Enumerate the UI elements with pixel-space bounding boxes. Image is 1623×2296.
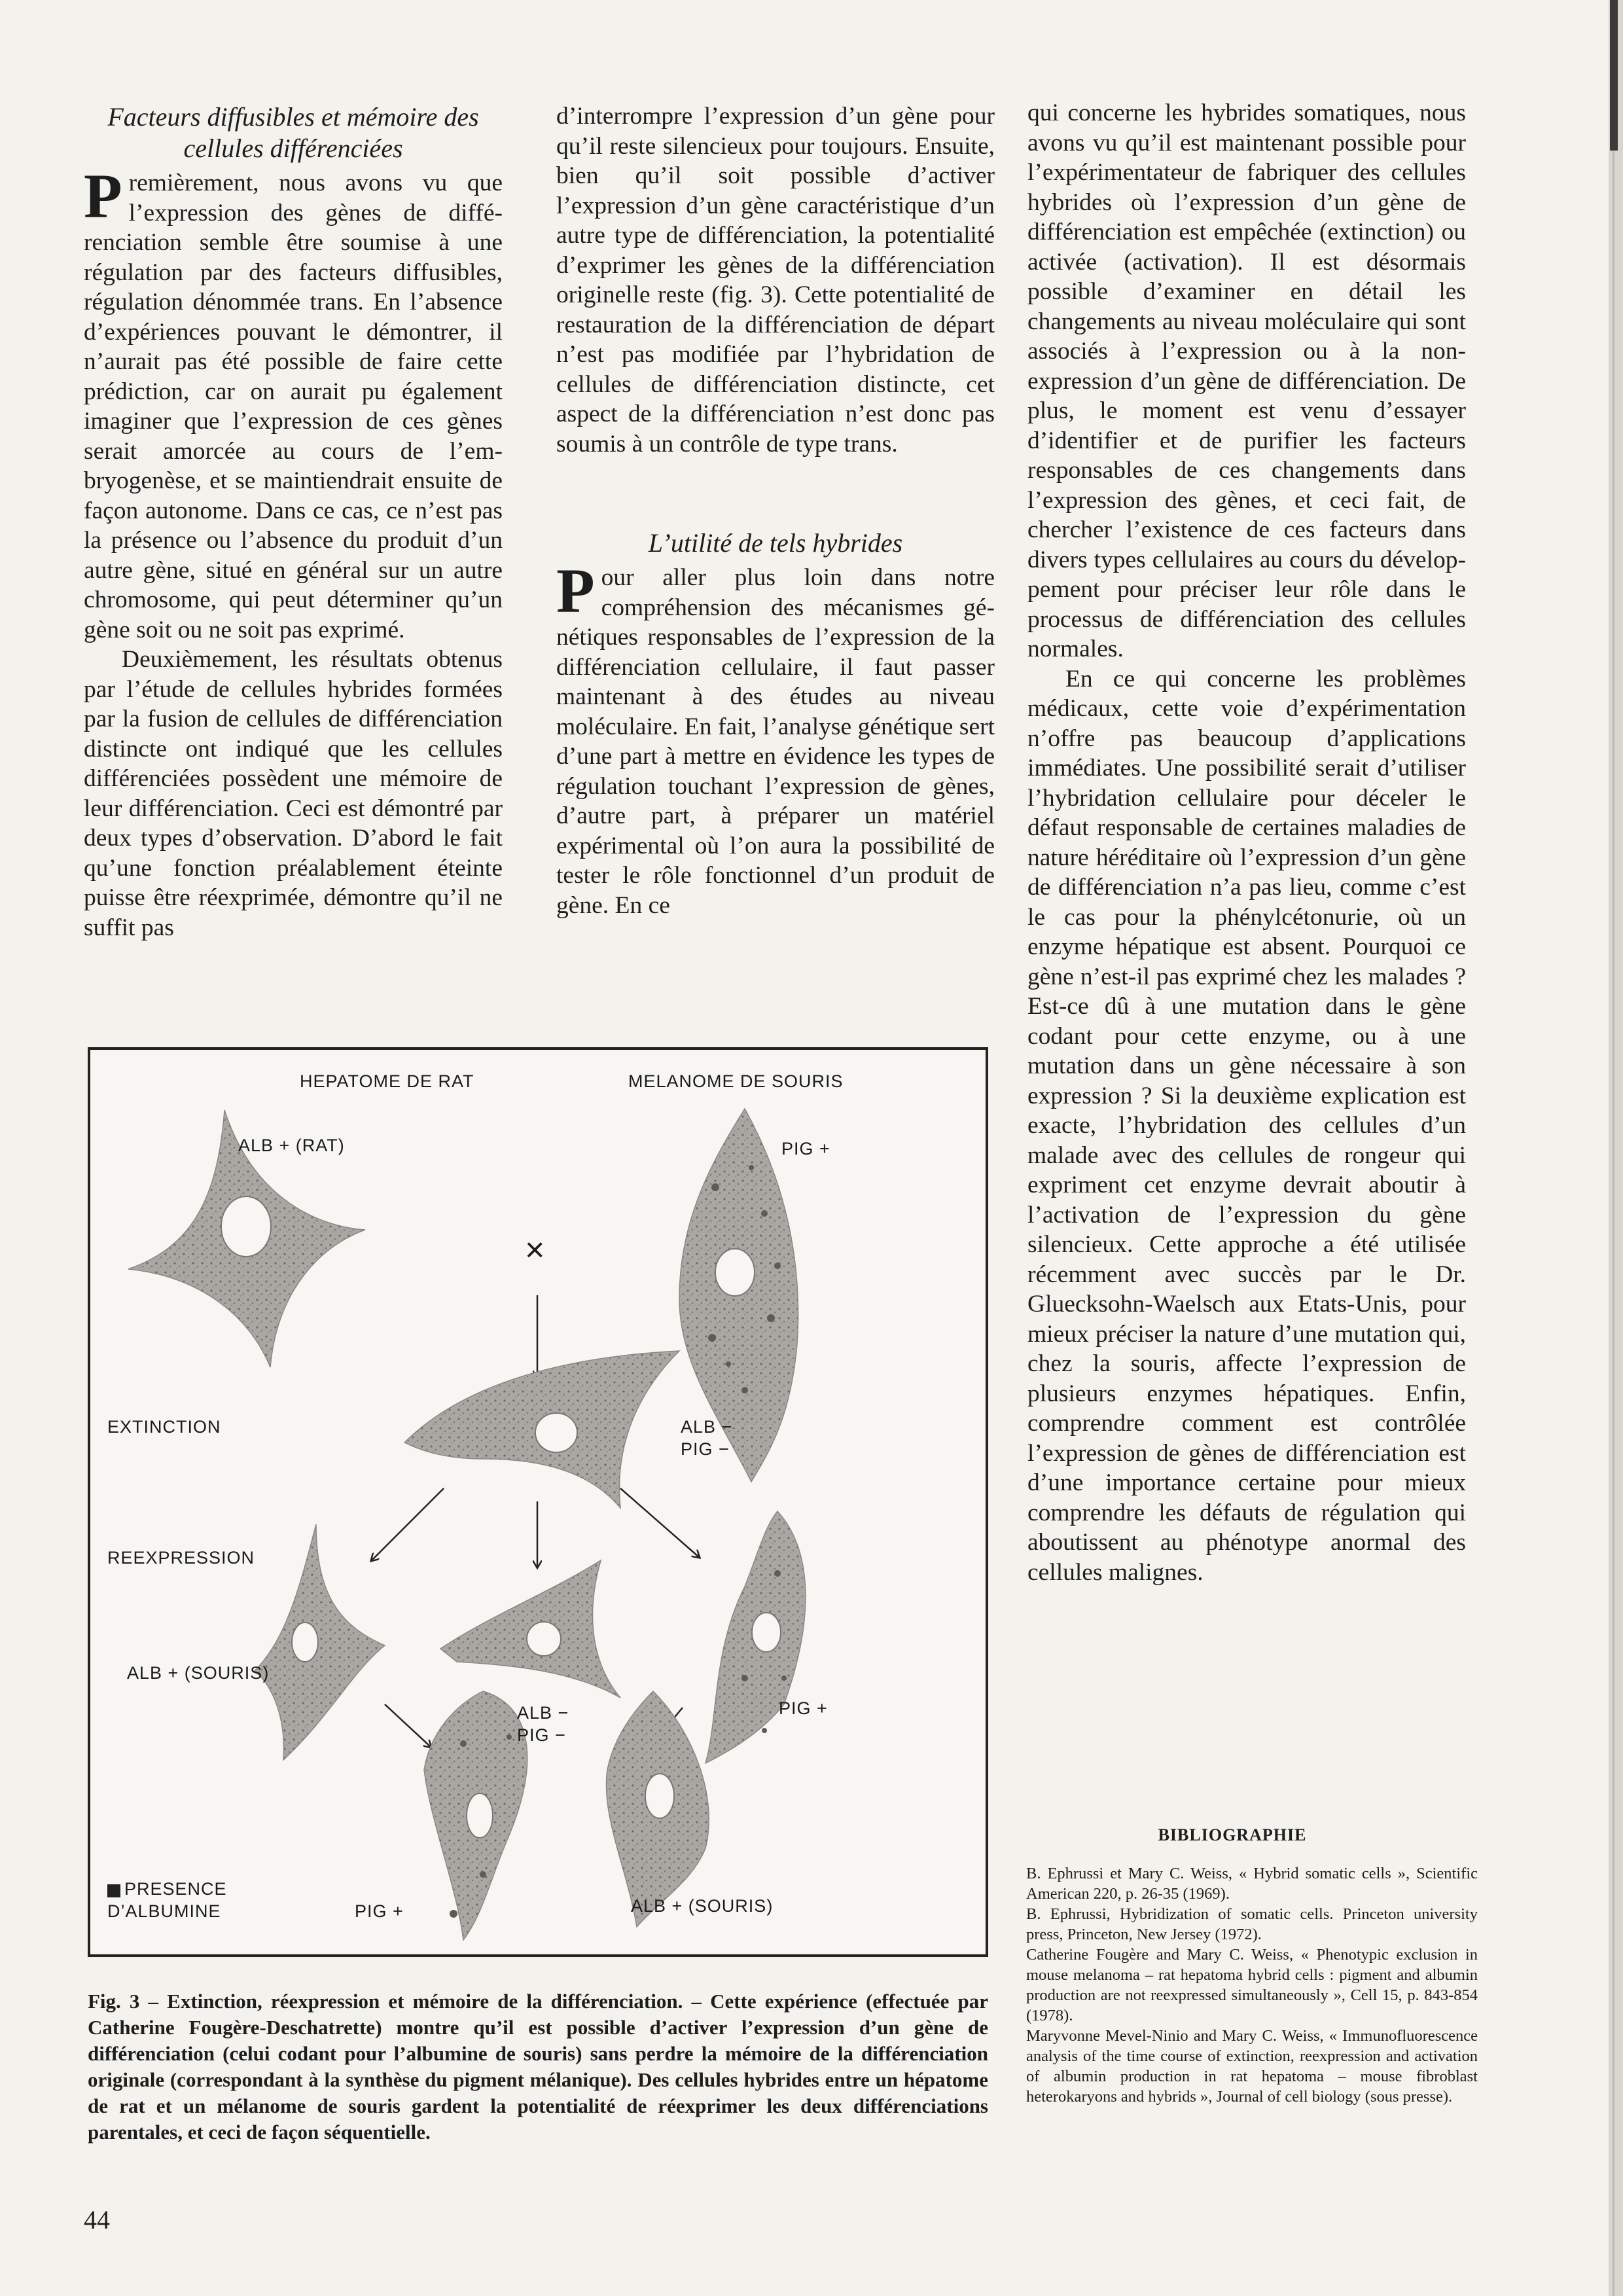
figure-3 bbox=[88, 1047, 988, 1957]
label-extinction: EXTINCTION bbox=[107, 1417, 221, 1437]
paragraph: d’interrompre l’expression d’un gène pour qu’il reste silencieux pour toujours. Ensuite, bien qu’il soit possible d’activer l’expression d’un gène caractéristique d’un autre type de différenciation, la potentialité d’exprimer les gènes de la différenciation originelle reste (fig. 3). Cette potentialité de restauration de la différenciation de départ n’est pas modifiée par l’hybridation de cellules de différenciation distincte, cet aspect de la différenciation n’est donc pas soumis à un contrôle de type trans. bbox=[556, 103, 995, 457]
paragraph: En ce qui concerne les problèmes médicaux, cette voie d’expérimentation n’offre pas beaucoup d’applications immédiates. Une possibilité serait d’utiliser l’hybridation cellulaire pour déceler le défaut responsable de certaines maladies de nature héréditaire où l’expression d’un gène de différenciation n’a pas lieu, comme c’est le cas pour la phénylcétonurie, où un enzyme hépatique est absent. Pourquoi ce gène n’est-il pas exprimé chez les malades ? Est-ce dû à une mutation dans le gène codant pour cette enzyme, ou à une mutation dans un gène nécessaire à son expression ? Si la deuxième explication est exacte, l’hybridation des cellules d’un malade avec des cellules de rongeur qui expriment cet enzyme devrait aboutir à l’activation de l’expression du gène silencieux. Cette approche a été utilisée récemment avec succès par le Dr. Gluecksohn-Waelsch aux Etats-Unis, pour mieux préciser la nature d’une mutation qui, chez la souris, affecte l’expression de plusieurs enzymes hépatiques. Enfin, comprendre comment est contrôlée l’expression de gènes de différenciation est d’une importance certaine pour mieux comprendre les défauts de régulation qui aboutissent au phénotype anormal des cellules malignes. bbox=[1027, 665, 1466, 1586]
albumin-nucleus-bottom bbox=[645, 1774, 674, 1818]
legend-line-1: PRESENCE bbox=[124, 1879, 227, 1899]
paragraph bbox=[556, 556, 995, 920]
arrow-right bbox=[620, 1488, 699, 1557]
figure-illustration bbox=[90, 1050, 986, 1954]
hybrid-nucleus bbox=[535, 1413, 577, 1452]
hepatoma-nucleus bbox=[221, 1196, 271, 1257]
label-melanome: MELANOME DE SOURIS bbox=[628, 1071, 844, 1091]
cross-symbol: × bbox=[525, 1231, 546, 1269]
label-pig-plus-bottom: PIG + bbox=[355, 1901, 404, 1921]
spacer bbox=[556, 459, 995, 528]
paragraph bbox=[84, 161, 503, 645]
reference-item: Catherine Fougère and Mary C. Weiss, « Phenotypic exclusion in mouse melanoma – rat hepatoma hybrid cells : pigment and albumin production are not reexpressed simultaneously », Cell 15, p. 843-854 (1978). bbox=[1026, 1946, 1478, 2024]
scan-edge-shadow bbox=[1592, 0, 1623, 2296]
paragraph: qui concerne les hybrides somatiques, nous avons vu qu’il est maintenant possible pour l’expérimentateur de fabriquer des cellules hybrides où l’expression d’un gène de différenciation est empêchée (extinction) ou activée (activation). Il est désormais possible d’examiner en détail les changements au niveau moléculaire qui sont associés à l’expression ou à la non-expression d’un gène de différenciation. De plus, le moment est venu d’essayer d’identifier et de purifier les facteurs responsables de ces changements dans l’expression des gènes, et ceci fait, de chercher l’existence de ces facteurs dans divers types cellulaires au cours du développement pour préciser leur rôle dans le processus de différenciation des cellules normales. bbox=[1027, 99, 1466, 662]
drop-cap: P bbox=[556, 556, 595, 626]
arrow-left bbox=[372, 1488, 444, 1560]
text-column-2 bbox=[556, 101, 995, 920]
pigment-nucleus-right bbox=[752, 1613, 781, 1652]
albumin-cell-left bbox=[254, 1524, 385, 1760]
drop-cap: P bbox=[84, 161, 122, 231]
label-alb-souris-left: ALB + (SOURIS) bbox=[127, 1663, 270, 1683]
bibliography bbox=[1026, 1825, 1478, 2107]
reference-item: B. Ephrussi et Mary C. Weiss, « Hybrid somatic cells », Scientific American 220, p. 26-35 (1969). bbox=[1026, 1865, 1478, 1903]
label-pig-plus-right: PIG + bbox=[779, 1698, 828, 1718]
label-reexpression: REEXPRESSION bbox=[107, 1548, 255, 1568]
reference-item: B. Ephrussi, Hybridization of somatic cells. Princeton university press, Princeton, New Jersey (1972). bbox=[1026, 1905, 1478, 1943]
hybrid-nucleus-center bbox=[527, 1622, 561, 1656]
label-alb-souris-bottom: ALB + (SOURIS) bbox=[631, 1896, 774, 1916]
section-heading-facteurs: Facteurs diffusibles et mémoire des cellules différenciées bbox=[107, 102, 479, 163]
reference-item: Maryvonne Mevel-Ninio and Mary C. Weiss, « Immunofluorescence analysis of the time course of extinction, reexpression and activation of albumin production in rat hepatoma – mouse fibroblast heterokaryons and hybrids », Journal of cell biology (sous presse). bbox=[1026, 2027, 1478, 2106]
label-pig-plus-top: PIG + bbox=[781, 1139, 830, 1158]
paragraph: Deuxièmement, les résultats obtenus par l’étude de cellules hybrides formées par la fusion de cellules de différenciation distincte ont indiqué que les cellules différenciées possèdent une mémoire de leur différenciation. Ceci est démontré par deux types d’observation. D’abord le fait qu’une fonction préalablement éteinte puisse être réexprimée, démontre qu’il ne suffit pas bbox=[84, 646, 503, 941]
figure-caption: Fig. 3 – Extinction, réexpression et mémoire de la différenciation. – Cette expérience (effectuée par Catherine Fougère-Deschatrette) montre qu’il est possible d’activer l’expression d’un gène de différenciation (celui codant pour l’albumine de souris) sans perdre la mémoire de la différenciation originale (correspondant à la synthèse du pigment mélanique). Des cellules hybrides entre un hépatome de rat et un mélanome de souris gardent la potentialité de réexprimer les deux différenciations parentales, et ceci de façon séquentielle. bbox=[88, 1990, 988, 2144]
label-alb-rat: ALB + (RAT) bbox=[238, 1136, 345, 1155]
paragraph-text: remièrement, nous avons vu que l’expression des gènes de différenciation semble être soumise à une régulation par des facteurs diffusibles, régulation dénommée trans. En l’absence d’expériences pouvant le démontrer, il n’aurait pas été possible de faire cette prédiction, car on aurait pu également imaginer que l’expression de ces gènes serait amorcée au cours de l’embryogenèse, et se maintiendrait ensuite de façon autonome. Dans ce cas, ce n’est pas la présence ou l’absence du produit d’un autre gène, situé en général sur un autre chromosome, qui peut déterminer qu’un gène soit ou ne soit pas exprimé. bbox=[84, 170, 503, 643]
albumin-nucleus-left bbox=[292, 1623, 318, 1662]
text-column-3 bbox=[1027, 98, 1466, 1587]
arrow-bottom-left bbox=[385, 1704, 431, 1747]
label-hepatome: HEPATOME DE RAT bbox=[300, 1071, 474, 1091]
label-pig-minus-2: PIG − bbox=[517, 1725, 566, 1745]
label-alb-minus-1: ALB − bbox=[681, 1417, 733, 1437]
section-heading-utilite: L’utilité de tels hybrides bbox=[648, 528, 903, 558]
pigment-nucleus-bottom bbox=[467, 1793, 493, 1838]
legend-swatch bbox=[107, 1884, 120, 1897]
label-alb-minus-2: ALB − bbox=[517, 1703, 569, 1723]
melanoma-nucleus bbox=[715, 1249, 755, 1296]
paragraph-text: our aller plus loin dans notre compréhension des mécanismes génétiques responsables de l’expression de la différenciation cellulaire, il faut passer maintenant à des études au niveau moléculaire. En fait, l’analyse génétique sert d’une part à mettre en évidence les types de régulation touchant l’expression de gènes, d’autre part, à préparer un matériel expérimental où l’on aura la possibilité de tester le rôle fonctionnel d’un produit de gène. En ce bbox=[556, 564, 995, 919]
bibliography-title: BIBLIOGRAPHIE bbox=[1158, 1825, 1307, 1844]
legend-line-2: D’ALBUMINE bbox=[107, 1901, 221, 1921]
text-column-1 bbox=[84, 101, 503, 942]
page-number: 44 bbox=[84, 2205, 110, 2234]
label-pig-minus-1: PIG − bbox=[681, 1439, 730, 1459]
